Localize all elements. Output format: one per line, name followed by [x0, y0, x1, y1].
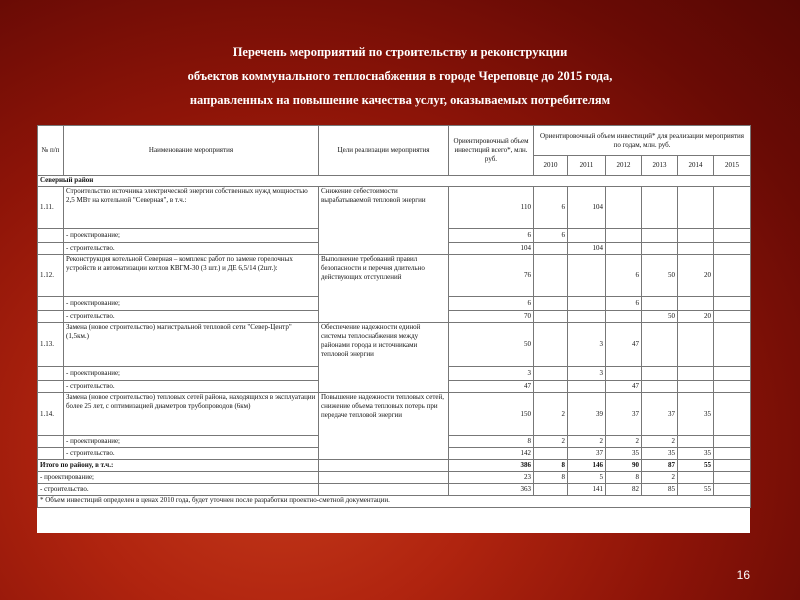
summary-label: - проектирование; [38, 472, 319, 484]
summary-label: Итого по району, в т.ч.: [38, 460, 319, 472]
year-value [642, 229, 678, 243]
year-value [678, 229, 714, 243]
year-value: 104 [568, 243, 606, 255]
item-name: Замена (новое строительство) магистральной тепловой сети "Север-Центр" (1,5км.) [64, 323, 319, 367]
item-subrow-label: - строительство. [64, 448, 319, 460]
item-name: Замена (новое строительство) тепловых сетей района, находящихся в эксплуатации более 25 лет, с оптимизацией диаметров трубопроводов (6км) [64, 393, 319, 436]
item-total: 50 [449, 323, 534, 367]
year-value: 37 [642, 393, 678, 436]
year-value [606, 243, 642, 255]
year-value: 2 [642, 436, 678, 448]
year-value [534, 367, 568, 381]
header-year: 2014 [678, 156, 714, 176]
investment-table-document [37, 125, 750, 533]
year-value: 6 [534, 187, 568, 229]
investment-table [37, 125, 751, 508]
slide-title [0, 40, 800, 112]
year-value [568, 381, 606, 393]
header-name: Наименование мероприятия [64, 126, 319, 176]
year-value: 6 [534, 229, 568, 243]
header-year: 2015 [714, 156, 751, 176]
year-value [678, 323, 714, 367]
year-value [714, 381, 751, 393]
year-value [714, 436, 751, 448]
header-num: № п/п [38, 126, 64, 176]
item-row [38, 323, 751, 367]
year-value [534, 297, 568, 311]
year-value [534, 243, 568, 255]
header-year: 2013 [642, 156, 678, 176]
item-total: 142 [449, 448, 534, 460]
year-value [568, 311, 606, 323]
summary-year-value: 85 [642, 484, 678, 496]
summary-year-value [534, 484, 568, 496]
header-total: Ориентировочный объем инвестиций всего*, млн. руб. [449, 126, 534, 176]
summary-total: 386 [449, 460, 534, 472]
year-value [714, 311, 751, 323]
year-value: 104 [568, 187, 606, 229]
year-value [714, 448, 751, 460]
item-number: 1.13. [38, 323, 64, 367]
year-value [642, 243, 678, 255]
summary-total: 363 [449, 484, 534, 496]
item-goal: Обеспечение надежности единой системы теплоснабжения между районами города и источниками тепловой энергии [319, 323, 449, 393]
year-value [678, 436, 714, 448]
item-number: 1.14. [38, 393, 64, 436]
year-value [606, 367, 642, 381]
summary-year-value [678, 472, 714, 484]
year-value: 35 [642, 448, 678, 460]
year-value: 3 [568, 323, 606, 367]
summary-year-value: 90 [606, 460, 642, 472]
item-subrow-label: - проектирование; [64, 297, 319, 311]
item-total: 8 [449, 436, 534, 448]
summary-year-value: 8 [534, 460, 568, 472]
year-value [714, 367, 751, 381]
year-value [642, 381, 678, 393]
item-total: 150 [449, 393, 534, 436]
item-subrow-label: - строительство. [64, 243, 319, 255]
summary-year-value: 5 [568, 472, 606, 484]
item-row [38, 187, 751, 229]
summary-year-value [714, 460, 751, 472]
item-total: 6 [449, 229, 534, 243]
item-subrow-label: - строительство. [64, 381, 319, 393]
year-value [534, 255, 568, 297]
summary-total: 23 [449, 472, 534, 484]
summary-year-value [714, 484, 751, 496]
item-number-empty [38, 297, 64, 311]
year-value: 37 [606, 393, 642, 436]
item-number-empty [38, 243, 64, 255]
year-value: 47 [606, 323, 642, 367]
year-value [534, 323, 568, 367]
year-value: 50 [642, 311, 678, 323]
header-year: 2012 [606, 156, 642, 176]
title-line-2: объектов коммунального теплоснабжения в городе Череповце до 2015 года, [187, 69, 613, 83]
header-year: 2011 [568, 156, 606, 176]
item-row [38, 255, 751, 297]
item-name: Строительство источника электрической энергии собственных нужд мощностью 2,5 МВт на котельной "Северная", в т.ч.: [64, 187, 319, 229]
year-value [606, 187, 642, 229]
item-number-empty [38, 311, 64, 323]
year-value: 2 [534, 436, 568, 448]
year-value: 35 [678, 393, 714, 436]
item-total: 70 [449, 311, 534, 323]
year-value [642, 367, 678, 381]
summary-year-value: 87 [642, 460, 678, 472]
year-value [678, 367, 714, 381]
year-value [534, 448, 568, 460]
year-value: 35 [606, 448, 642, 460]
year-value: 2 [534, 393, 568, 436]
summary-year-value: 146 [568, 460, 606, 472]
summary-year-value: 82 [606, 484, 642, 496]
footnote-row [38, 496, 751, 508]
summary-row [38, 460, 751, 472]
summary-goal-empty [319, 472, 449, 484]
summary-label: - строительство. [38, 484, 319, 496]
year-value: 39 [568, 393, 606, 436]
summary-year-value: 55 [678, 484, 714, 496]
year-value [568, 255, 606, 297]
year-value: 2 [568, 436, 606, 448]
year-value [714, 393, 751, 436]
year-value [534, 311, 568, 323]
year-value [678, 381, 714, 393]
year-value [606, 229, 642, 243]
year-value: 50 [642, 255, 678, 297]
title-line-1: Перечень мероприятий по строительству и реконструкции [232, 45, 568, 59]
year-value [714, 187, 751, 229]
year-value: 3 [568, 367, 606, 381]
item-total: 3 [449, 367, 534, 381]
year-value: 6 [606, 255, 642, 297]
item-total: 6 [449, 297, 534, 311]
year-value: 20 [678, 255, 714, 297]
year-value [568, 229, 606, 243]
item-total: 110 [449, 187, 534, 229]
year-value [714, 229, 751, 243]
year-value [678, 187, 714, 229]
year-value: 6 [606, 297, 642, 311]
item-number: 1.12. [38, 255, 64, 297]
item-number: 1.11. [38, 187, 64, 229]
summary-goal-empty [319, 484, 449, 496]
item-row [38, 393, 751, 436]
summary-year-value [714, 472, 751, 484]
year-value [568, 297, 606, 311]
year-value: 20 [678, 311, 714, 323]
item-number-empty [38, 381, 64, 393]
footnote: * Объем инвестиций определен в ценах 2010 года, будет уточнен после разработки проектно-сметной документации. [38, 496, 751, 508]
year-value [642, 297, 678, 311]
title-line-3: направленных на повышение качества услуг, оказываемых потребителям [189, 93, 611, 107]
year-value [606, 311, 642, 323]
year-value: 2 [606, 436, 642, 448]
item-total: 47 [449, 381, 534, 393]
year-value [714, 243, 751, 255]
year-value [714, 255, 751, 297]
header-year: 2010 [534, 156, 568, 176]
item-total: 76 [449, 255, 534, 297]
year-value [534, 381, 568, 393]
header-goals: Цели реализации мероприятия [319, 126, 449, 176]
item-number-empty [38, 367, 64, 381]
region-label: Северный район [38, 176, 751, 187]
item-number-empty [38, 448, 64, 460]
page-number: 16 [736, 568, 750, 582]
year-value [642, 187, 678, 229]
year-value: 37 [568, 448, 606, 460]
header-years-group: Ориентировочный объем инвестиций* для реализации мероприятия по годам, млн. руб. [534, 126, 751, 156]
year-value [642, 323, 678, 367]
item-subrow-label: - проектирование; [64, 229, 319, 243]
item-subrow-label: - проектирование; [64, 367, 319, 381]
summary-row [38, 472, 751, 484]
year-value [714, 297, 751, 311]
item-goal: Снижение себестоимости вырабатываемой тепловой энергии [319, 187, 449, 255]
item-number-empty [38, 436, 64, 448]
summary-year-value: 141 [568, 484, 606, 496]
year-value [714, 323, 751, 367]
item-subrow-label: - строительство. [64, 311, 319, 323]
item-subrow-label: - проектирование; [64, 436, 319, 448]
item-goal: Повышение надежности тепловых сетей, снижение объема тепловых потерь при передаче тепловой энергии [319, 393, 449, 460]
year-value [678, 297, 714, 311]
summary-year-value: 8 [534, 472, 568, 484]
item-number-empty [38, 229, 64, 243]
year-value: 47 [606, 381, 642, 393]
year-value: 35 [678, 448, 714, 460]
summary-goal-empty [319, 460, 449, 472]
item-total: 104 [449, 243, 534, 255]
item-name: Реконструкция котельной Северная – комплекс работ по замене горелочных устройств и автоматизации котлов КВГМ-30 (3 шт.) и ДЕ 6,5/14 (2шт.): [64, 255, 319, 297]
summary-year-value: 8 [606, 472, 642, 484]
summary-row [38, 484, 751, 496]
summary-year-value: 2 [642, 472, 678, 484]
region-row [38, 176, 751, 187]
summary-year-value: 55 [678, 460, 714, 472]
item-goal: Выполнение требований правил безопасности и перечня длительно действующих отступлений [319, 255, 449, 323]
year-value [678, 243, 714, 255]
